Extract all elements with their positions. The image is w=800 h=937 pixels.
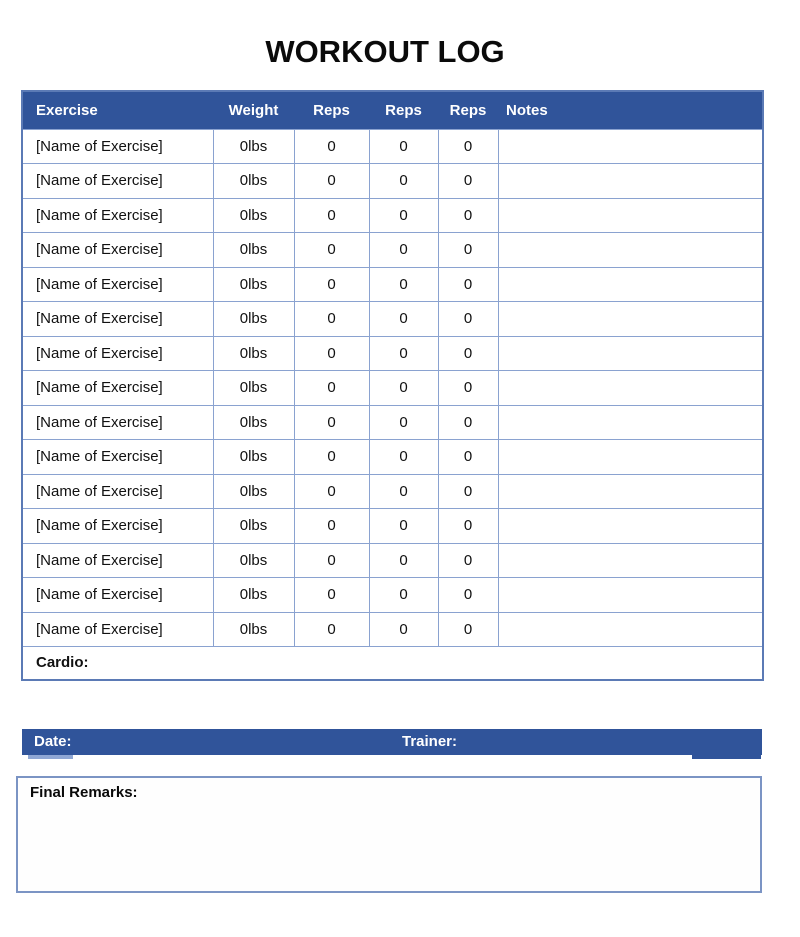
reps-cell-1[interactable]: 0 (294, 440, 369, 475)
weight-cell[interactable]: 0lbs (213, 267, 294, 302)
weight-cell[interactable]: 0lbs (213, 198, 294, 233)
reps-cell-3[interactable]: 0 (438, 336, 498, 371)
reps-cell-2[interactable]: 0 (369, 302, 438, 337)
reps-cell-1[interactable]: 0 (294, 371, 369, 406)
notes-cell[interactable] (498, 440, 763, 475)
exercise-row (22, 164, 763, 199)
reps-cell-3[interactable]: 0 (438, 612, 498, 647)
exercise-row (22, 267, 763, 302)
reps-cell-2[interactable]: 0 (369, 198, 438, 233)
cardio-label: Cardio: (36, 654, 89, 672)
reps-cell-2[interactable]: 0 (369, 543, 438, 578)
reps-cell-3[interactable]: 0 (438, 474, 498, 509)
exercise-name-cell[interactable]: [Name of Exercise] (22, 129, 213, 164)
cardio-cell[interactable] (22, 647, 763, 680)
reps-cell-3[interactable]: 0 (438, 509, 498, 544)
exercise-row (22, 509, 763, 544)
exercise-row (22, 198, 763, 233)
reps-cell-2[interactable]: 0 (369, 509, 438, 544)
exercise-name-cell[interactable]: [Name of Exercise] (22, 302, 213, 337)
exercise-name-cell[interactable]: [Name of Exercise] (22, 371, 213, 406)
reps-cell-3[interactable]: 0 (438, 405, 498, 440)
weight-cell[interactable]: 0lbs (213, 129, 294, 164)
exercise-name-cell[interactable]: [Name of Exercise] (22, 405, 213, 440)
notes-cell[interactable] (498, 578, 763, 613)
exercise-row (22, 578, 763, 613)
exercise-row (22, 336, 763, 371)
trainer-label: Trainer: (402, 733, 458, 750)
reps-cell-2[interactable]: 0 (369, 440, 438, 475)
exercise-row (22, 371, 763, 406)
notes-cell[interactable] (498, 233, 763, 268)
reps-cell-2[interactable]: 0 (369, 267, 438, 302)
reps-cell-2[interactable]: 0 (369, 405, 438, 440)
weight-cell[interactable]: 0lbs (213, 543, 294, 578)
reps-cell-2[interactable]: 0 (369, 164, 438, 199)
exercise-name-cell[interactable]: [Name of Exercise] (22, 474, 213, 509)
reps-cell-2[interactable]: 0 (369, 336, 438, 371)
column-header-notes-5: Notes (498, 91, 763, 129)
exercise-row (22, 302, 763, 337)
weight-cell[interactable]: 0lbs (213, 336, 294, 371)
date-trainer-bar (22, 729, 762, 755)
reps-cell-3[interactable]: 0 (438, 164, 498, 199)
reps-cell-1[interactable]: 0 (294, 164, 369, 199)
cardio-row (22, 647, 763, 680)
reps-cell-1[interactable]: 0 (294, 267, 369, 302)
reps-cell-2[interactable]: 0 (369, 129, 438, 164)
column-header-reps-4: Reps (438, 91, 498, 129)
reps-cell-2[interactable]: 0 (369, 578, 438, 613)
reps-cell-2[interactable]: 0 (369, 371, 438, 406)
notes-cell[interactable] (498, 198, 763, 233)
weight-cell[interactable]: 0lbs (213, 371, 294, 406)
bar-tab-left-decoration (28, 755, 73, 759)
table-header-row (22, 91, 763, 129)
exercise-row (22, 543, 763, 578)
date-label: Date: (34, 733, 72, 750)
exercise-name-cell[interactable]: [Name of Exercise] (22, 164, 213, 199)
reps-cell-1[interactable]: 0 (294, 474, 369, 509)
bar-tab-right-decoration (692, 754, 761, 759)
exercise-name-cell[interactable]: [Name of Exercise] (22, 267, 213, 302)
reps-cell-1[interactable]: 0 (294, 198, 369, 233)
weight-cell[interactable]: 0lbs (213, 405, 294, 440)
notes-cell[interactable] (498, 164, 763, 199)
workout-table (21, 90, 764, 681)
weight-cell[interactable]: 0lbs (213, 164, 294, 199)
final-remarks-label: Final Remarks: (30, 784, 138, 801)
reps-cell-1[interactable]: 0 (294, 129, 369, 164)
exercise-row (22, 233, 763, 268)
notes-cell[interactable] (498, 336, 763, 371)
notes-cell[interactable] (498, 302, 763, 337)
page-title: WORKOUT LOG (265, 34, 505, 69)
reps-cell-3[interactable]: 0 (438, 302, 498, 337)
exercise-name-cell[interactable]: [Name of Exercise] (22, 336, 213, 371)
exercise-row (22, 129, 763, 164)
column-header-reps-2: Reps (294, 91, 369, 129)
exercise-name-cell[interactable]: [Name of Exercise] (22, 543, 213, 578)
notes-cell[interactable] (498, 267, 763, 302)
weight-cell[interactable]: 0lbs (213, 233, 294, 268)
exercise-name-cell[interactable]: [Name of Exercise] (22, 440, 213, 475)
reps-cell-1[interactable]: 0 (294, 405, 369, 440)
reps-cell-3[interactable]: 0 (438, 371, 498, 406)
exercise-row (22, 612, 763, 647)
reps-cell-3[interactable]: 0 (438, 543, 498, 578)
exercise-rows (22, 129, 763, 647)
exercise-row (22, 474, 763, 509)
reps-cell-2[interactable]: 0 (369, 233, 438, 268)
exercise-name-cell[interactable]: [Name of Exercise] (22, 612, 213, 647)
column-header-reps-3: Reps (369, 91, 438, 129)
reps-cell-3[interactable]: 0 (438, 578, 498, 613)
reps-cell-3[interactable]: 0 (438, 129, 498, 164)
notes-cell[interactable] (498, 371, 763, 406)
reps-cell-3[interactable]: 0 (438, 198, 498, 233)
reps-cell-3[interactable]: 0 (438, 267, 498, 302)
reps-cell-2[interactable]: 0 (369, 474, 438, 509)
weight-cell[interactable]: 0lbs (213, 578, 294, 613)
reps-cell-1[interactable]: 0 (294, 336, 369, 371)
column-header-exercise-0: Exercise (22, 91, 213, 129)
notes-cell[interactable] (498, 474, 763, 509)
exercise-name-cell[interactable]: [Name of Exercise] (22, 509, 213, 544)
weight-cell[interactable]: 0lbs (213, 474, 294, 509)
exercise-name-cell[interactable]: [Name of Exercise] (22, 578, 213, 613)
reps-cell-1[interactable]: 0 (294, 543, 369, 578)
final-remarks-box[interactable] (16, 776, 762, 893)
reps-cell-2[interactable]: 0 (369, 612, 438, 647)
exercise-row (22, 405, 763, 440)
weight-cell[interactable]: 0lbs (213, 302, 294, 337)
weight-cell[interactable]: 0lbs (213, 509, 294, 544)
reps-cell-1[interactable]: 0 (294, 509, 369, 544)
weight-cell[interactable]: 0lbs (213, 612, 294, 647)
notes-cell[interactable] (498, 129, 763, 164)
weight-cell[interactable]: 0lbs (213, 440, 294, 475)
exercise-name-cell[interactable]: [Name of Exercise] (22, 233, 213, 268)
reps-cell-3[interactable]: 0 (438, 440, 498, 475)
reps-cell-3[interactable]: 0 (438, 233, 498, 268)
reps-cell-1[interactable]: 0 (294, 612, 369, 647)
notes-cell[interactable] (498, 405, 763, 440)
reps-cell-1[interactable]: 0 (294, 233, 369, 268)
notes-cell[interactable] (498, 612, 763, 647)
notes-cell[interactable] (498, 509, 763, 544)
exercise-row (22, 440, 763, 475)
column-header-weight-1: Weight (213, 91, 294, 129)
reps-cell-1[interactable]: 0 (294, 578, 369, 613)
exercise-name-cell[interactable]: [Name of Exercise] (22, 198, 213, 233)
notes-cell[interactable] (498, 543, 763, 578)
reps-cell-1[interactable]: 0 (294, 302, 369, 337)
